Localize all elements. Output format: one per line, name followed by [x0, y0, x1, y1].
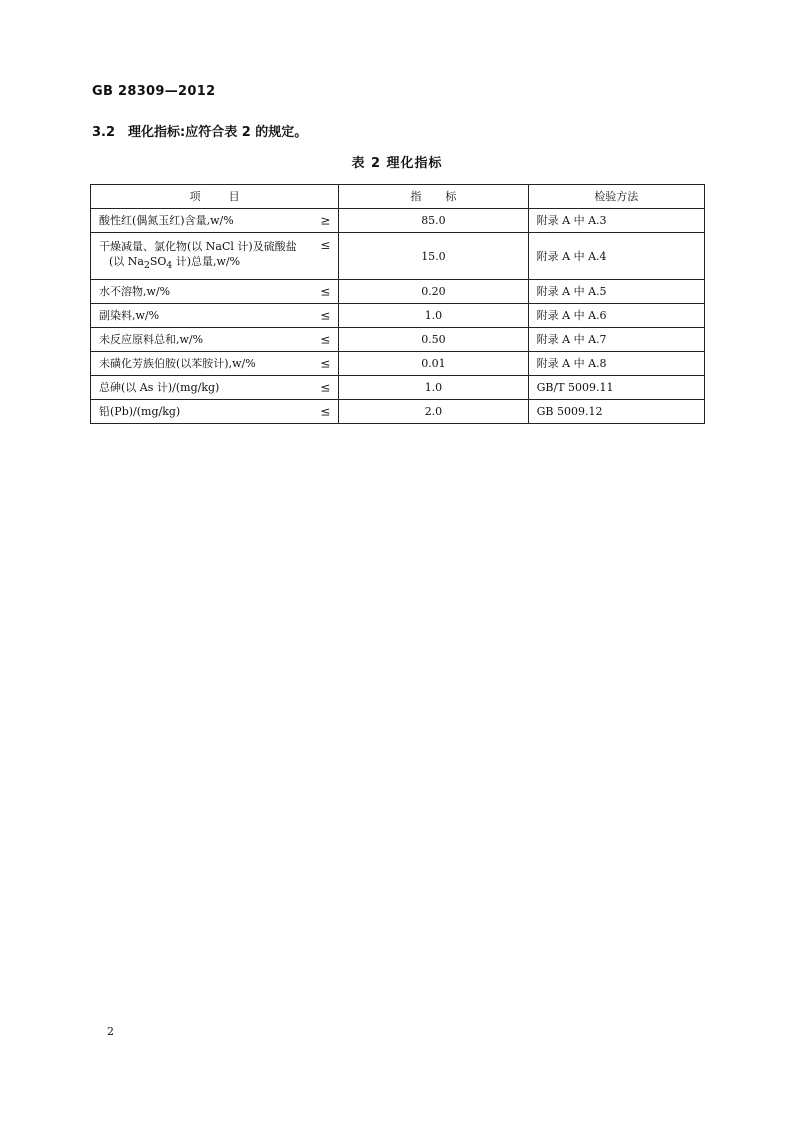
section-text: 理化指标:应符合表 2 的规定。	[128, 125, 308, 140]
item-text-line2	[99, 254, 330, 273]
method-cell: 附录 A 中 A.4	[528, 233, 704, 280]
table-row	[91, 328, 705, 352]
subscript: 2	[143, 260, 150, 272]
operator: ≥	[320, 213, 331, 227]
item-cell	[91, 209, 339, 233]
limit-cell: 85.0	[339, 209, 528, 233]
method-cell: GB 5009.12	[528, 400, 704, 424]
limit-cell: 1.0	[339, 304, 528, 328]
table-row	[91, 209, 705, 233]
operator: ≤	[320, 332, 331, 346]
table-caption: 表 2 理化指标	[351, 156, 443, 171]
limit-cell: 0.50	[339, 328, 528, 352]
operator: ≤	[320, 284, 331, 298]
item-cell	[91, 328, 339, 352]
method-cell: 附录 A 中 A.5	[528, 280, 704, 304]
operator: ≤	[320, 356, 331, 370]
method-cell: 附录 A 中 A.8	[528, 352, 704, 376]
method-cell: 附录 A 中 A.3	[528, 209, 704, 233]
operator: ≤	[320, 380, 331, 394]
limit-cell: 1.0	[339, 376, 528, 400]
limit-cell: 15.0	[339, 233, 528, 280]
table-header-row	[91, 185, 705, 209]
section-number: 3.2	[92, 125, 116, 140]
item-cell	[91, 280, 339, 304]
item-cell	[91, 376, 339, 400]
header-item: 项目	[91, 185, 339, 209]
item-text: 铅(Pb)/(mg/kg)	[99, 405, 181, 418]
page-number: 2	[107, 1025, 114, 1038]
table-row	[91, 352, 705, 376]
item-text-part: (以 Na	[109, 254, 144, 268]
header-method: 检验方法	[528, 185, 704, 209]
header-limit: 指标	[339, 185, 528, 209]
method-cell: 附录 A 中 A.7	[528, 328, 704, 352]
item-cell	[91, 352, 339, 376]
method-cell: 附录 A 中 A.6	[528, 304, 704, 328]
item-text: 水不溶物,w/%	[99, 285, 171, 298]
item-text: 未反应原料总和,w/%	[99, 333, 204, 346]
limit-cell: 0.20	[339, 280, 528, 304]
limit-cell: 2.0	[339, 400, 528, 424]
limit-cell: 0.01	[339, 352, 528, 376]
item-text: 未磺化芳族伯胺(以苯胺计),w/%	[99, 357, 256, 370]
standard-code: GB 28309—2012	[92, 84, 216, 99]
section-heading	[92, 121, 307, 140]
operator: ≤	[320, 238, 331, 252]
item-text-line1: 干燥减量、氯化物(以 NaCl 计)及硫酸盐	[99, 239, 297, 253]
table-row	[91, 400, 705, 424]
item-text: 酸性红(偶氮玉红)含量,w/%	[99, 214, 234, 227]
operator: ≤	[320, 404, 331, 418]
table-row	[91, 233, 705, 280]
operator: ≤	[320, 308, 331, 322]
item-text: 总砷(以 As 计)/(mg/kg)	[99, 381, 220, 394]
table-row	[91, 376, 705, 400]
subscript: 4	[166, 260, 173, 272]
spec-table	[90, 184, 705, 424]
table-row	[91, 304, 705, 328]
item-cell	[91, 400, 339, 424]
table-row	[91, 280, 705, 304]
method-cell: GB/T 5009.11	[528, 376, 704, 400]
item-cell	[91, 233, 339, 280]
item-cell	[91, 304, 339, 328]
item-text-part: SO	[149, 254, 167, 268]
item-text: 副染料,w/%	[99, 309, 160, 322]
item-text-part: 计)总量,w/%	[172, 254, 241, 268]
